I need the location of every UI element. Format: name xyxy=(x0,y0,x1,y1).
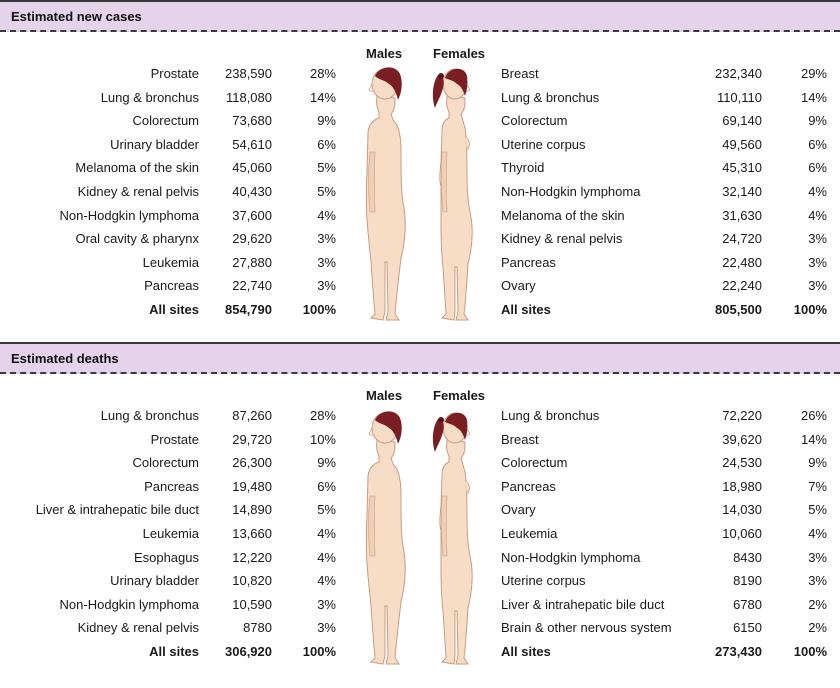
site-name: All sites xyxy=(149,644,199,659)
case-percent: 9% xyxy=(808,455,827,471)
site-name: Ovary xyxy=(501,502,536,518)
female-table-row xyxy=(0,90,840,110)
site-name: Melanoma of the skin xyxy=(75,160,199,176)
site-name: Thyroid xyxy=(501,160,545,176)
case-count: 8190 xyxy=(733,573,762,589)
case-count: 19,480 xyxy=(232,478,272,494)
females-label: Females xyxy=(433,46,486,61)
case-percent: 3% xyxy=(808,549,827,565)
site-name: Esophagus xyxy=(133,549,199,565)
female-table-row xyxy=(0,597,840,617)
case-percent: 3% xyxy=(808,573,827,589)
site-name: Colorectum xyxy=(501,113,568,129)
case-percent: 9% xyxy=(317,455,336,471)
case-percent: 100% xyxy=(793,644,827,659)
case-count: 6780 xyxy=(733,596,762,612)
section-deaths xyxy=(0,342,840,688)
case-percent: 3% xyxy=(808,231,827,247)
site-name: Non-Hodgkin lymphoma xyxy=(501,549,641,565)
case-count: 31,630 xyxy=(722,207,762,223)
section-title: Estimated new cases xyxy=(11,9,142,24)
case-percent: 4% xyxy=(317,549,336,565)
case-count: 22,740 xyxy=(232,278,272,294)
female-table-row xyxy=(0,231,840,251)
case-count: 12,220 xyxy=(232,549,272,565)
case-count: 24,720 xyxy=(722,231,762,247)
case-percent: 4% xyxy=(317,207,336,223)
case-percent: 3% xyxy=(808,278,827,294)
female-table-row xyxy=(0,255,840,275)
case-percent: 28% xyxy=(309,408,336,423)
case-count: 29,720 xyxy=(232,431,272,447)
female-table-row xyxy=(0,160,840,180)
case-percent: 10% xyxy=(309,431,336,447)
case-count: 22,240 xyxy=(722,278,762,294)
case-count: 18,980 xyxy=(722,478,762,494)
site-name: Urinary bladder xyxy=(110,573,199,589)
case-percent: 14% xyxy=(800,431,827,447)
case-count: 69,140 xyxy=(722,113,762,129)
female-table-row xyxy=(0,455,840,475)
site-name: All sites xyxy=(501,644,551,659)
site-name: Non-Hodgkin lymphoma xyxy=(501,184,641,199)
site-name: Prostate xyxy=(150,66,199,81)
case-count: 232,340 xyxy=(715,66,762,81)
case-count: 14,030 xyxy=(722,502,762,518)
site-name: Ovary xyxy=(501,278,536,294)
case-percent: 3% xyxy=(317,596,336,612)
case-percent: 4% xyxy=(317,573,336,589)
site-name: Uterine corpus xyxy=(501,573,586,589)
site-name: Lung & bronchus xyxy=(501,408,600,423)
site-name: Pancreas xyxy=(144,478,199,494)
case-count: 22,480 xyxy=(722,254,762,270)
case-percent: 29% xyxy=(800,66,827,81)
case-percent: 4% xyxy=(808,526,827,541)
case-count: 49,560 xyxy=(722,136,762,152)
site-name: Leukemia xyxy=(142,254,199,270)
site-name: Leukemia xyxy=(142,526,199,541)
site-name: Kidney & renal pelvis xyxy=(77,184,199,199)
case-percent: 4% xyxy=(808,184,827,199)
case-percent: 9% xyxy=(317,113,336,129)
case-count: 13,660 xyxy=(232,526,272,541)
site-name: Prostate xyxy=(150,431,199,447)
case-percent: 9% xyxy=(808,113,827,129)
site-name: Colorectum xyxy=(501,455,568,471)
female-table-row xyxy=(0,278,840,298)
case-percent: 5% xyxy=(317,502,336,518)
section-new-cases xyxy=(0,0,840,340)
case-count: 37,600 xyxy=(232,207,272,223)
case-percent: 100% xyxy=(793,302,827,317)
female-table-row xyxy=(0,479,840,499)
female-table-row xyxy=(0,644,840,664)
section-header-band xyxy=(0,0,840,32)
case-percent: 6% xyxy=(317,478,336,494)
site-name: Lung & bronchus xyxy=(501,89,600,105)
case-count: 40,430 xyxy=(232,184,272,199)
case-percent: 4% xyxy=(317,526,336,541)
female-table-row xyxy=(0,502,840,522)
female-table-row xyxy=(0,113,840,133)
female-table-row xyxy=(0,573,840,593)
case-percent: 3% xyxy=(317,254,336,270)
female-table-row xyxy=(0,302,840,322)
case-count: 110,110 xyxy=(716,89,762,105)
site-name: Uterine corpus xyxy=(501,136,586,152)
site-name: Breast xyxy=(501,66,539,81)
site-name: Non-Hodgkin lymphoma xyxy=(59,596,199,612)
site-name: Non-Hodgkin lymphoma xyxy=(59,207,199,223)
case-count: 8780 xyxy=(243,620,272,636)
site-name: Pancreas xyxy=(501,254,556,270)
case-percent: 28% xyxy=(309,66,336,81)
case-count: 32,140 xyxy=(722,184,762,199)
case-count: 118,080 xyxy=(225,89,272,105)
site-name: Leukemia xyxy=(501,526,558,541)
case-count: 238,590 xyxy=(225,66,272,81)
site-name: Lung & bronchus xyxy=(100,89,199,105)
case-count: 10,820 xyxy=(232,573,272,589)
site-name: Lung & bronchus xyxy=(100,408,199,423)
case-percent: 3% xyxy=(317,231,336,247)
case-count: 273,430 xyxy=(715,644,762,659)
site-name: Pancreas xyxy=(144,278,199,294)
case-percent: 26% xyxy=(800,408,827,423)
case-count: 73,680 xyxy=(232,113,272,129)
case-percent: 5% xyxy=(317,160,336,176)
case-percent: 5% xyxy=(317,184,336,199)
case-count: 8430 xyxy=(733,549,762,565)
female-table-row xyxy=(0,550,840,570)
section-header-band xyxy=(0,342,840,374)
female-table-row xyxy=(0,620,840,640)
female-table-row xyxy=(0,66,840,86)
section-title: Estimated deaths xyxy=(11,351,119,366)
case-percent: 7% xyxy=(808,478,827,494)
female-table-row xyxy=(0,137,840,157)
female-table-row xyxy=(0,208,840,228)
males-label: Males xyxy=(366,46,403,61)
female-table-row xyxy=(0,184,840,204)
site-name: Pancreas xyxy=(501,478,556,494)
case-count: 24,530 xyxy=(722,455,762,471)
case-percent: 3% xyxy=(317,278,336,294)
case-count: 45,060 xyxy=(232,160,272,176)
case-percent: 3% xyxy=(808,254,827,270)
site-name: Kidney & renal pelvis xyxy=(77,620,199,636)
site-name: Colorectum xyxy=(132,113,199,129)
site-name: Liver & intrahepatic bile duct xyxy=(35,502,199,518)
case-count: 14,890 xyxy=(232,502,272,518)
case-percent: 6% xyxy=(808,160,827,176)
case-percent: 100% xyxy=(302,302,336,317)
site-name: Urinary bladder xyxy=(110,136,199,152)
case-count: 39,620 xyxy=(722,431,762,447)
case-count: 72,220 xyxy=(722,408,762,423)
case-percent: 3% xyxy=(317,620,336,636)
site-name: Oral cavity & pharynx xyxy=(75,231,199,247)
site-name: All sites xyxy=(501,302,551,317)
case-percent: 4% xyxy=(808,207,827,223)
site-name: Melanoma of the skin xyxy=(501,207,625,223)
case-percent: 6% xyxy=(317,136,336,152)
case-count: 6150 xyxy=(733,620,762,636)
case-percent: 2% xyxy=(808,596,827,612)
site-name: Breast xyxy=(501,431,539,447)
case-percent: 100% xyxy=(302,644,336,659)
female-table-row xyxy=(0,432,840,452)
case-percent: 14% xyxy=(309,89,336,105)
case-count: 26,300 xyxy=(232,455,272,471)
site-name: Kidney & renal pelvis xyxy=(501,231,623,247)
case-count: 10,060 xyxy=(722,526,762,541)
case-count: 45,310 xyxy=(722,160,762,176)
case-percent: 6% xyxy=(808,136,827,152)
case-count: 306,920 xyxy=(225,644,272,659)
site-name: Colorectum xyxy=(132,455,199,471)
case-count: 805,500 xyxy=(715,302,762,317)
case-count: 29,620 xyxy=(232,231,272,247)
case-percent: 5% xyxy=(808,502,827,518)
case-count: 27,880 xyxy=(232,254,272,270)
females-label: Females xyxy=(433,388,486,403)
site-name: Liver & intrahepatic bile duct xyxy=(501,596,665,612)
case-count: 87,260 xyxy=(232,408,272,423)
case-count: 54,610 xyxy=(232,136,272,152)
female-table-row xyxy=(0,526,840,546)
case-count: 854,790 xyxy=(225,302,272,317)
case-percent: 2% xyxy=(808,620,827,636)
female-table-row xyxy=(0,408,840,428)
case-percent: 14% xyxy=(800,89,827,105)
site-name: All sites xyxy=(149,302,199,317)
case-count: 10,590 xyxy=(232,596,272,612)
site-name: Brain & other nervous system xyxy=(501,620,672,636)
males-label: Males xyxy=(366,388,403,403)
